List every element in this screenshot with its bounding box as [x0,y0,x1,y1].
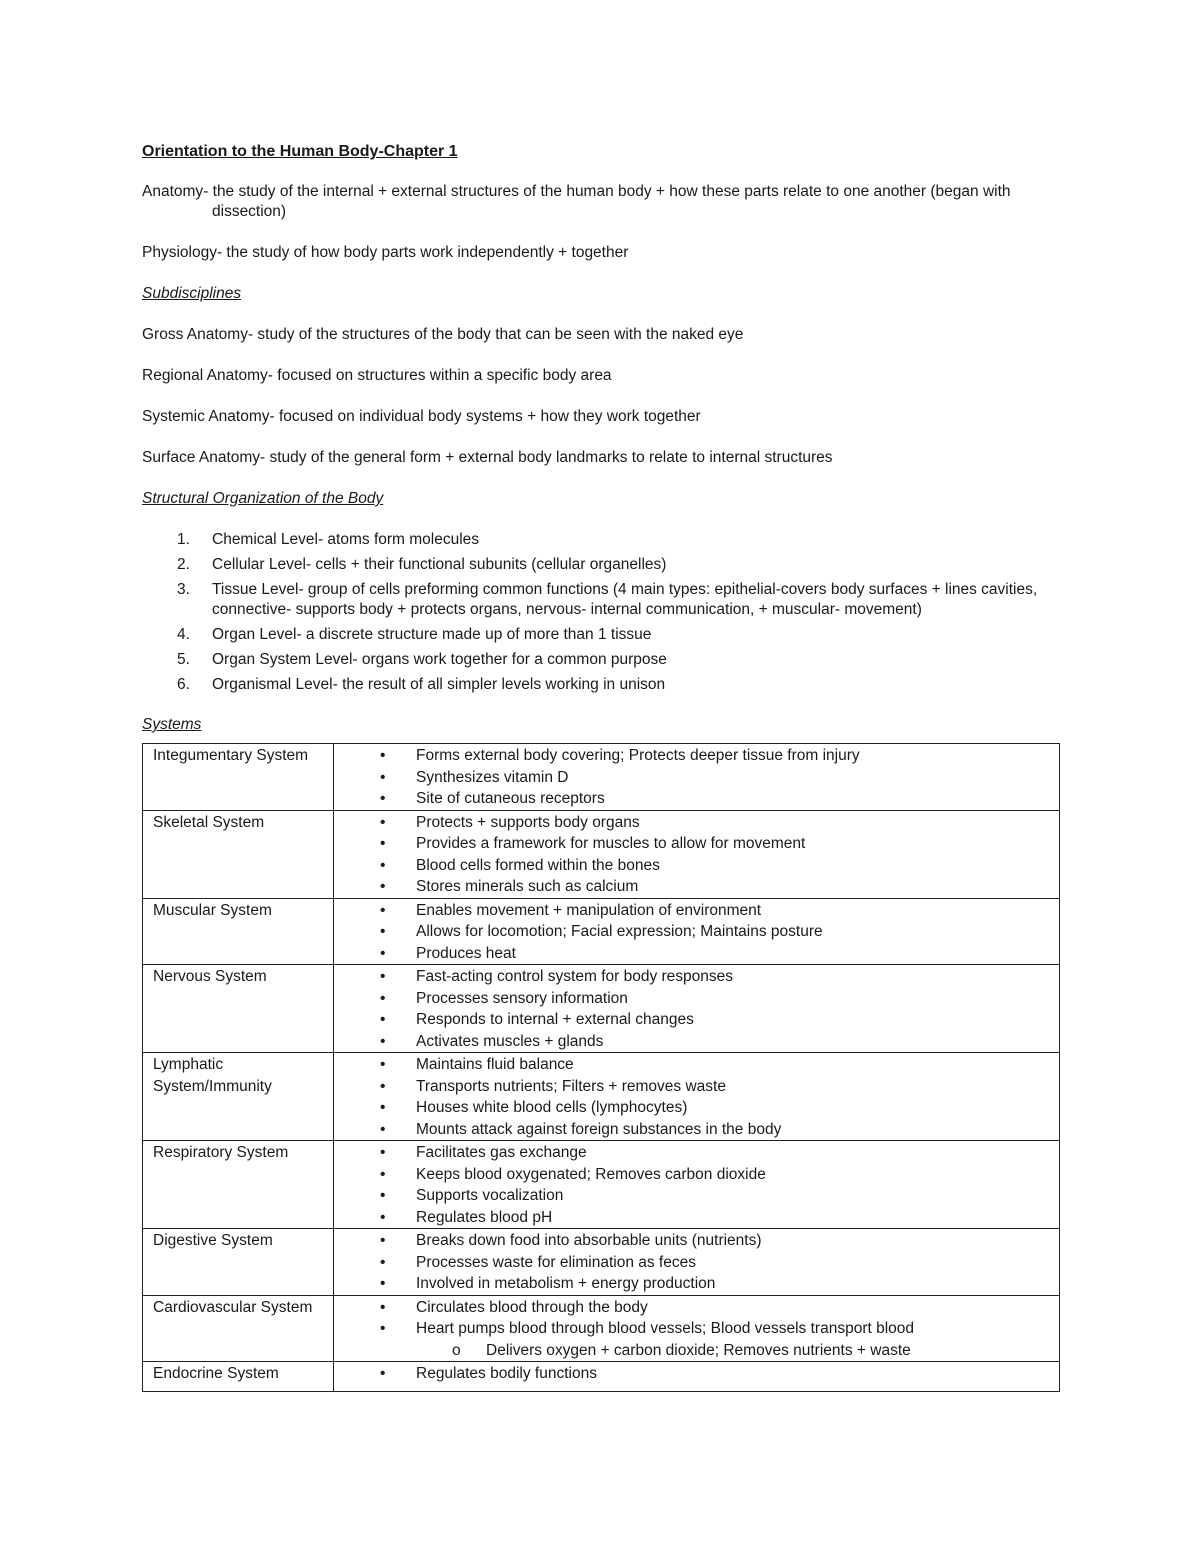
system-name: Skeletal System [143,810,334,898]
table-row [143,1229,1060,1296]
function-item: • Fast-acting control system for body responses [344,966,1051,988]
function-item: • Regulates bodily functions [344,1363,1051,1385]
level-number: 3. [177,581,190,598]
level-text: Organismal Level- the result of all simpler levels working in unison [212,676,666,693]
subdiscipline-gross-anatomy: Gross Anatomy- study of the structures of the body that can be seen with the naked eye [142,326,744,343]
level-item-organ-system [142,650,1060,670]
level-number: 6. [177,676,190,693]
function-item: • Supports vocalization [344,1185,1051,1207]
system-functions [334,1295,1060,1362]
level-item-organ [142,625,1060,645]
function-item: • Allows for locomotion; Facial expression; Maintains posture [344,921,1051,943]
level-number: 4. [177,626,190,643]
document-content [142,142,1060,1392]
anatomy-definition: Anatomy- the study of the internal + external structures of the human body + how these parts relate to one another (began with dissection) [142,183,1011,220]
subdiscipline-regional-anatomy: Regional Anatomy- focused on structures within a specific body area [142,367,612,384]
function-item: • Houses white blood cells (lymphocytes) [344,1097,1051,1119]
function-item: • Heart pumps blood through blood vessels; Blood vessels transport blood [344,1318,1051,1340]
system-name: Nervous System [143,965,334,1053]
level-text: Chemical Level- atoms form molecules [212,531,480,548]
system-name: Cardiovascular System [143,1295,334,1362]
system-name: Lymphatic System/Immunity [143,1053,334,1141]
level-item-cellular [142,555,1060,575]
table-row [143,965,1060,1053]
systems-table [142,743,1060,1392]
system-name: Endocrine System [143,1362,334,1392]
function-item: • Provides a framework for muscles to allow for movement [344,833,1051,855]
function-item: • Regulates blood pH [344,1207,1051,1229]
level-text: Organ Level- a discrete structure made up of more than 1 tissue [212,626,652,643]
structural-organization-heading: Structural Organization of the Body [142,490,384,507]
system-functions [334,898,1060,965]
function-item: • Processes sensory information [344,988,1051,1010]
level-text: Tissue Level- group of cells preforming common functions (4 main types: epithelial-covers body surfaces + lines cavities, connective- supports body + protects organs, nervous- internal communication, + muscular- movement) [212,581,1038,618]
function-item: • Synthesizes vitamin D [344,767,1051,789]
physiology-definition: Physiology- the study of how body parts work independently + together [142,244,629,261]
function-item: • Processes waste for elimination as feces [344,1252,1051,1274]
system-name: Muscular System [143,898,334,965]
function-item: • Breaks down food into absorbable units (nutrients) [344,1230,1051,1252]
function-item: • Activates muscles + glands [344,1031,1051,1053]
system-functions [334,965,1060,1053]
table-row [143,1295,1060,1362]
level-number: 2. [177,556,190,573]
system-name: Respiratory System [143,1141,334,1229]
function-item: • Facilitates gas exchange [344,1142,1051,1164]
function-item: • Stores minerals such as calcium [344,876,1051,898]
level-item-organismal [142,675,1060,695]
function-item: • Blood cells formed within the bones [344,855,1051,877]
level-number: 1. [177,531,190,548]
function-item: • Keeps blood oxygenated; Removes carbon dioxide [344,1164,1051,1186]
structural-levels-list [142,530,1060,695]
table-row [143,1053,1060,1141]
table-row [143,898,1060,965]
table-row [143,810,1060,898]
function-item: • Site of cutaneous receptors [344,788,1051,810]
function-item: • Forms external body covering; Protects deeper tissue from injury [344,745,1051,767]
function-item: • Involved in metabolism + energy production [344,1273,1051,1295]
function-item: • Responds to internal + external changes [344,1009,1051,1031]
function-item: • Maintains fluid balance [344,1054,1051,1076]
function-item: • Protects + supports body organs [344,812,1051,834]
level-item-chemical [142,530,1060,550]
function-item: • Transports nutrients; Filters + removes waste [344,1076,1051,1098]
table-row [143,744,1060,811]
table-row [143,1362,1060,1392]
level-number: 5. [177,651,190,668]
subdisciplines-heading: Subdisciplines [142,285,242,302]
systems-heading: Systems [142,716,202,733]
table-row [143,1141,1060,1229]
level-text: Organ System Level- organs work together for a common purpose [212,651,667,668]
system-name: Digestive System [143,1229,334,1296]
level-text: Cellular Level- cells + their functional subunits (cellular organelles) [212,556,667,573]
function-item: • Mounts attack against foreign substances in the body [344,1119,1051,1141]
subdiscipline-systemic-anatomy: Systemic Anatomy- focused on individual body systems + how they work together [142,408,701,425]
page-title: Orientation to the Human Body-Chapter 1 [142,143,458,160]
function-item: • Enables movement + manipulation of environment [344,900,1051,922]
function-item: • Circulates blood through the body [344,1297,1051,1319]
system-functions [334,1229,1060,1296]
system-name: Integumentary System [143,744,334,811]
system-functions [334,1141,1060,1229]
system-functions [334,1362,1060,1392]
system-functions [334,1053,1060,1141]
function-item: • Produces heat [344,943,1051,965]
level-item-tissue [142,580,1060,620]
sub-function-item: o Delivers oxygen + carbon dioxide; Removes nutrients + waste [344,1340,1051,1362]
system-functions [334,810,1060,898]
subdiscipline-surface-anatomy: Surface Anatomy- study of the general form + external body landmarks to relate to internal structures [142,449,833,466]
system-functions [334,744,1060,811]
